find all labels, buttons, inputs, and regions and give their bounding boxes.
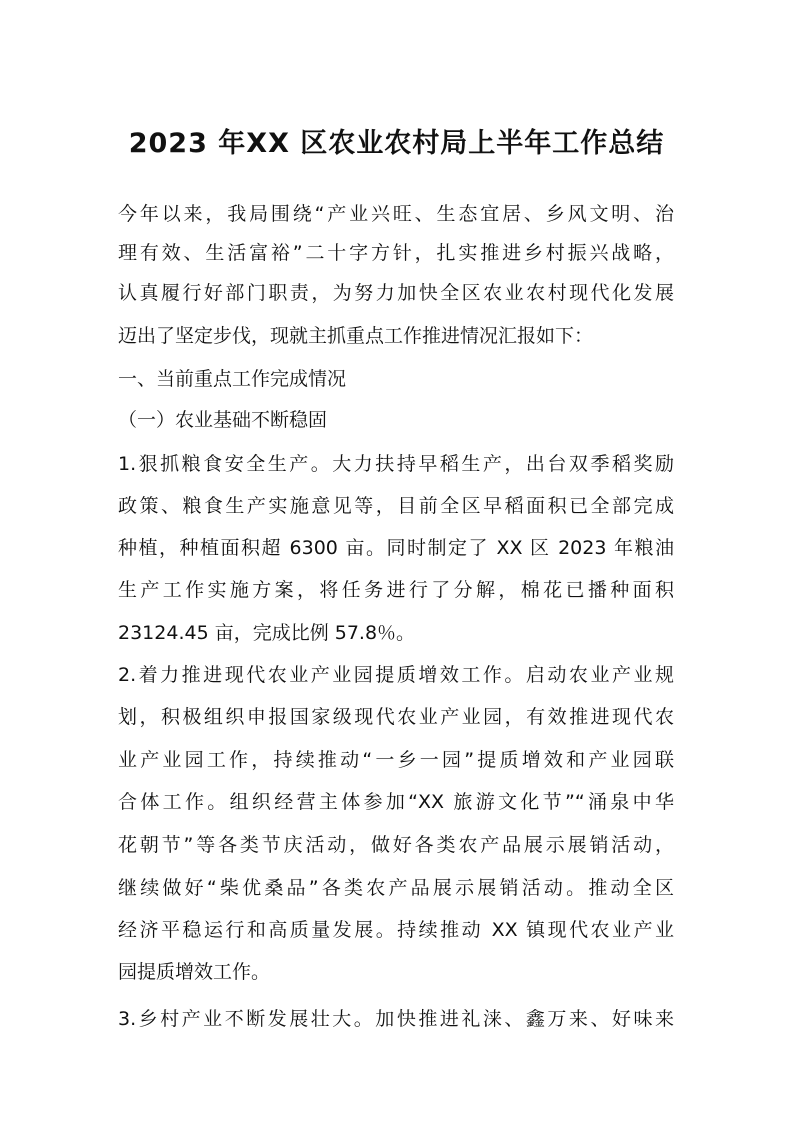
paragraph-line: 经济平稳运行和高质量发展。持续推动 XX 镇现代农业产业 xyxy=(118,919,674,941)
paragraph-line: 1.狠抓粮食安全生产。大力扶持早稻生产，出台双季稻奖励 xyxy=(118,453,674,475)
paragraph-line: 2.着力推进现代农业产业园提质增效工作。启动农业产业规 xyxy=(118,664,674,686)
paragraph-line: 继续做好“柴优桑品”各类农产品展示展销活动。推动全区 xyxy=(118,877,674,899)
paragraph-line: 合体工作。组织经营主体参加“XX 旅游文化节”“涌泉中华 xyxy=(118,791,674,813)
document-title: 2023 年XX 区农业农村局上半年工作总结 xyxy=(128,128,665,159)
paragraph-line: 23124.45 亩，完成比例 57.8％。 xyxy=(118,622,416,644)
paragraph-line: 种植，种植面积超 6300 亩。同时制定了 XX 区 2023 年粮油 xyxy=(118,537,674,559)
paragraph-line: 今年以来，我局围绕“产业兴旺、生态宜居、乡风文明、治 xyxy=(118,203,674,225)
paragraph-line: 园提质增效工作。 xyxy=(118,961,271,983)
paragraph-line: 划，积极组织申报国家级现代农业产业园，有效推进现代农 xyxy=(118,706,674,728)
paragraph-line: 3.乡村产业不断发展壮大。加快推进礼涞、鑫万来、好味来 xyxy=(118,1008,674,1030)
paragraph-line: 政策、粮食生产实施意见等，目前全区早稻面积已全部完成 xyxy=(118,495,674,517)
paragraph-line: 迈出了坚定步伐，现就主抓重点工作推进情况汇报如下： xyxy=(118,325,594,347)
paragraph-line: 生产工作实施方案，将任务进行了分解，棉花已播种面积 xyxy=(118,579,674,601)
paragraph-line: 认真履行好部门职责，为努力加快全区农业农村现代化发展 xyxy=(118,282,674,304)
paragraph-line: 理有效、生活富裕”二十字方针，扎实推进乡村振兴战略， xyxy=(118,242,674,264)
paragraph-line: 业产业园工作，持续推动“一乡一园”提质增效和产业园联 xyxy=(118,749,674,771)
section-heading: 一、当前重点工作完成情况 xyxy=(118,368,347,390)
subsection-heading: （一）农业基础不断稳固 xyxy=(118,409,328,431)
paragraph-line: 花朝节”等各类节庆活动，做好各类农产品展示展销活动， xyxy=(118,834,674,856)
